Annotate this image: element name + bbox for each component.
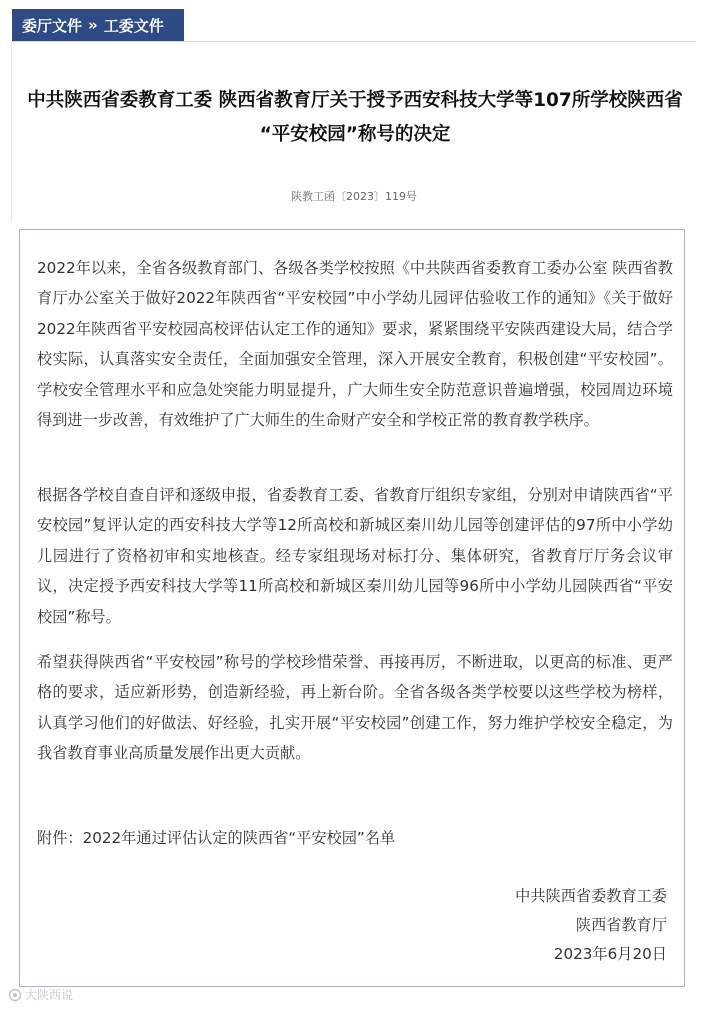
breadcrumb-separator: »	[88, 16, 98, 34]
watermark	[8, 986, 73, 1003]
breadcrumb-item-wei-ting[interactable]: 委厅文件	[22, 16, 83, 35]
watermark-text: 大陕西说	[25, 988, 74, 1002]
attachment-line	[37, 823, 395, 853]
signature-org-2: 陕西省教育厅	[575, 916, 667, 934]
attachment-link[interactable]: 附件：2022年通过评估认定的陕西省“平安校园”名单	[37, 829, 396, 847]
signature-org-1: 中共陕西省委教育工委	[515, 887, 667, 905]
watermark-logo-icon	[8, 988, 22, 1002]
breadcrumb	[12, 9, 184, 41]
document-number: 陕教工函〔2023〕119号	[291, 190, 417, 203]
body-paragraph-3: 希望获得陕西省“平安校园”称号的学校珍惜荣誉、再接再厉，不断进取，以更高的标准、更严格的要求，适应新形势，创造新经验，再上新台阶。全省各级各类学校要以这些学校为榜样，认真学习他们的好做法、好经验，扎实开展“平安校园”创建工作，努力维护学校安全稳定，为我省教育事业高质量发展作出更大贡献。	[37, 653, 673, 763]
header-divider	[12, 41, 696, 42]
body-paragraph-2: 根据各学校自查自评和逐级申报，省委教育工委、省教育厅组织专家组，分别对申请陕西省“平安校园”复评认定的西安科技大学等12所高校和新城区秦川幼儿园等创建评估的97所中小学幼儿园进行了资格初审和实地核查。经专家组现场对标打分、集体研究，省教育厅厅务会议审议，决定授予西安科技大学等11所高校和新城区秦川幼儿园等96所中小学幼儿园陕西省“平安校园”称号。	[37, 486, 673, 626]
breadcrumb-item-gong-wei[interactable]: 工委文件	[103, 16, 164, 35]
document-title: 中共陕西省委教育工委 陕西省教育厅关于授予西安科技大学等107所学校陕西省 “平安校园”称号的决定	[27, 90, 683, 145]
body-paragraph-1: 2022年以来，全省各级教育部门、各级各类学校按照《中共陕西省委教育工委办公室 陕西省教育厅办公室关于做好2022年陕西省“平安校园”中小学幼儿园评估验收工作的通知》《关于做好2022年陕西省平安校园高校评估认定工作的通知》要求，紧紧围绕平安陕西建设大局，结合学校实际，认真落实安全责任，全面加强安全管理，深入开展安全教育，积极创建“平安校园”。学校安全管理水平和应急处突能力明显提升，广大师生安全防范意识普遍增强，校园周边环境得到进一步改善，有效维护了广大师生的生命财产安全和学校正常的教育教学秩序。	[37, 259, 673, 430]
signature-date: 2023年6月20日	[553, 945, 667, 963]
